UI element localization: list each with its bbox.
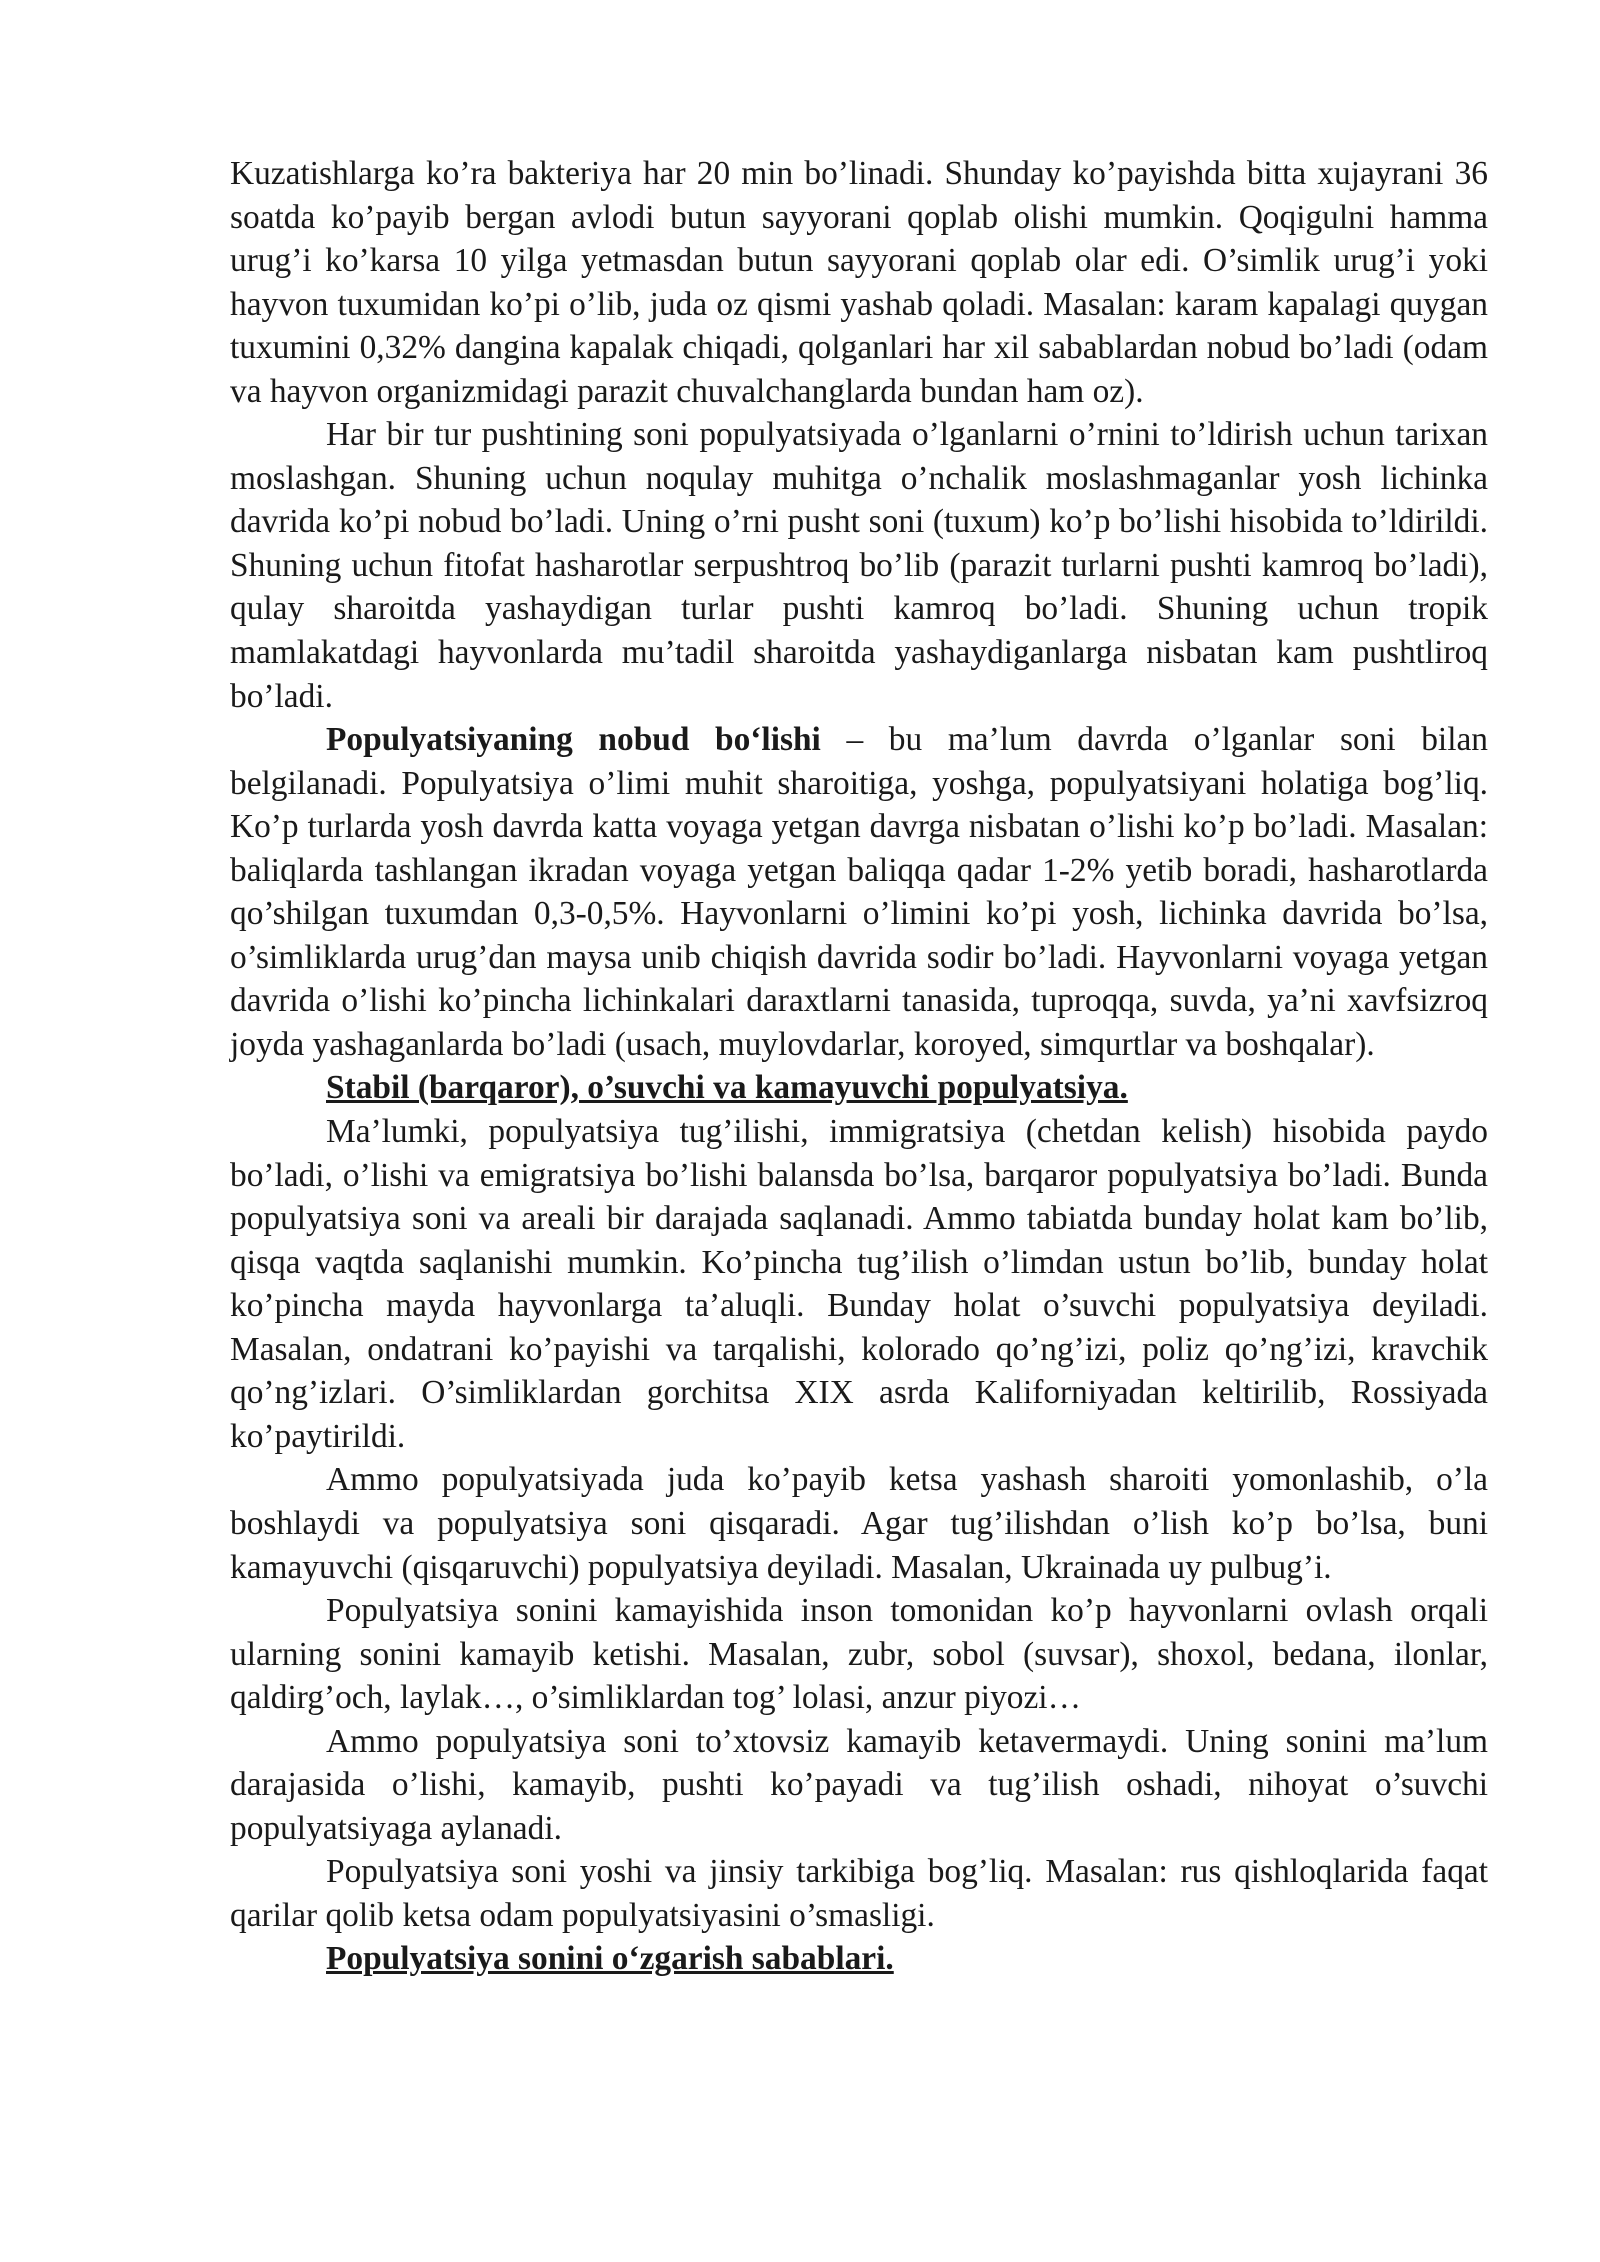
paragraph-stable-growing-population: Ma’lumki, populyatsiya tug’ilishi, immigratsiya (chetdan kelish) hisobida paydo bo’ladi, o’lishi va emigratsiya bo’lishi balansda bo’lsa, barqaror populyatsiya bo’ladi. Bunda populyatsiya soni va areali bir darajada saqlanadi. Ammo tabiatda bunday holat kam bo’lib, qisqa vaqtda saqlanishi mumkin. Ko’pincha tug’ilish o’limdan ustun bo’lib, bunday holat ko’pincha mayda hayvonlarga ta’aluqli. Bunday holat o’suvchi populyatsiya deyiladi. Masalan, ondatrani ko’payishi va tarqalishi, kolorado qo’ng’izi, poliz qo’ng’izi, kravchik qo’ng’izlari. O’simliklardan gorchitsa XIX asrda Kaliforniyadan keltirilib, Rossiyada ko’paytirildi.: [230, 1113, 1488, 1455]
paragraph-human-impact: Populyatsiya sonini kamayishida inson tomonidan ko’p hayvonlarni ovlash orqali ularning sonini kamayib ketishi. Masalan, zubr, sobol (suvsar), shoxol, bedana, ilonlar, qaldirg’och, laylak…, o’simliklardan tog’ lolasi, anzur piyozi…: [230, 1592, 1488, 1717]
document-page: [230, 152, 1488, 1981]
term-population-mortality: Populyatsiyaning nobud bo‘lishi: [326, 721, 821, 759]
paragraph-offspring-adaptation: Har bir tur pushtining soni populyatsiyada o’lganlarni o’rnini to’ldirish uchun tarixan moslashgan. Shuning uchun noqulay muhitga o’nchalik moslashmaganlar yosh lichinka davrida ko’pi nobud bo’ladi. Uning o’rni pusht soni (tuxum) ko’p bo’lishi hisobida to’ldirildi. Shuning uchun fitofat hasharotlar serpushtroq bo’lib (parazit turlarni pushti kamroq bo’ladi), qulay sharoitda yashaydigan turlar pushti kamroq bo’ladi. Shuning uchun tropik mamlakatdagi hayvonlarda mu’tadil sharoitda yashaydiganlarga nisbatan kam pushtliroq bo’ladi.: [230, 416, 1488, 715]
paragraph-age-sex-structure: Populyatsiya soni yoshi va jinsiy tarkibiga bog’liq. Masalan: rus qishloqlarida faqat qarilar qolib ketsa odam populyatsiyasini o’smasligi.: [230, 1853, 1488, 1934]
paragraph-bacteria-reproduction: Kuzatishlarga ko’ra bakteriya har 20 min bo’linadi. Shunday ko’payishda bitta xujayrani 36 soatda ko’payib bergan avlodi butun sayyorani qoplab olishi mumkin. Qoqigulni hamma urug’i ko’karsa 10 yilga yetmasdan butun sayyorani qoplab olar edi. O’simlik urug’i yoki hayvon tuxumidan ko’pi o’lib, juda oz qismi yashab qoladi. Masalan: karam kapalagi quygan tuxumini 0,32% dangina kapalak chiqadi, qolganlari har xil sabablardan nobud bo’ladi (odam va hayvon organizmidagi parazit chuvalchanglarda bundan ham oz).: [230, 155, 1488, 410]
paragraph-population-mortality: [230, 718, 1488, 1066]
paragraph-declining-population: Ammo populyatsiyada juda ko’payib ketsa yashash sharoiti yomonlashib, o’la boshlaydi va populyatsiya soni qisqaradi. Agar tug’ilishdan o’lish ko’p bo’lsa, buni kamayuvchi (qisqaruvchi) populyatsiya deyiladi. Masalan, Ukrainada uy pulbug’i.: [230, 1461, 1488, 1586]
section-heading-population-types: Stabil (barqaror), o’suvchi va kamayuvchi populyatsiya.: [326, 1069, 1128, 1107]
paragraph-population-recovery: Ammo populyatsiya soni to’xtovsiz kamayib ketavermaydi. Uning sonini ma’lum darajasida o’lishi, kamayib, pushti ko’payadi va tug’ilish oshadi, nihoyat o’suvchi populyatsiyaga aylanadi.: [230, 1722, 1488, 1847]
section-heading-population-change-causes: Populyatsiya sonini o‘zgarish sabablari.: [326, 1940, 894, 1978]
paragraph-population-mortality-text: – bu ma’lum davrda o’lganlar soni bilan belgilanadi. Populyatsiya o’limi muhit sharoitiga, yoshga, populyatsiyani holatiga bog’liq. Ko’p turlarda yosh davrda katta voyaga yetgan davrga nisbatan o’lishi ko’p bo’ladi. Masalan: baliqlarda tashlangan ikradan voyaga yetgan baliqqa qadar 1-2% yetib boradi, hasharotlarda qo’shilgan tuxumdan 0,3-0,5%. Hayvonlarni o’limini ko’pi yosh, lichinka davrida bo’lsa, o’simliklarda urug’dan maysa unib chiqish davrida sodir bo’ladi. Hayvonlarni voyaga yetgan davrida o’lishi ko’pincha lichinkalari daraxtlarni tanasida, tuproqqa, suvda, ya’ni xavfsizroq joyda yashaganlarda bo’ladi (usach, muylovdarlar, koroyed, simqurtlar va boshqalar).: [230, 721, 1489, 1063]
